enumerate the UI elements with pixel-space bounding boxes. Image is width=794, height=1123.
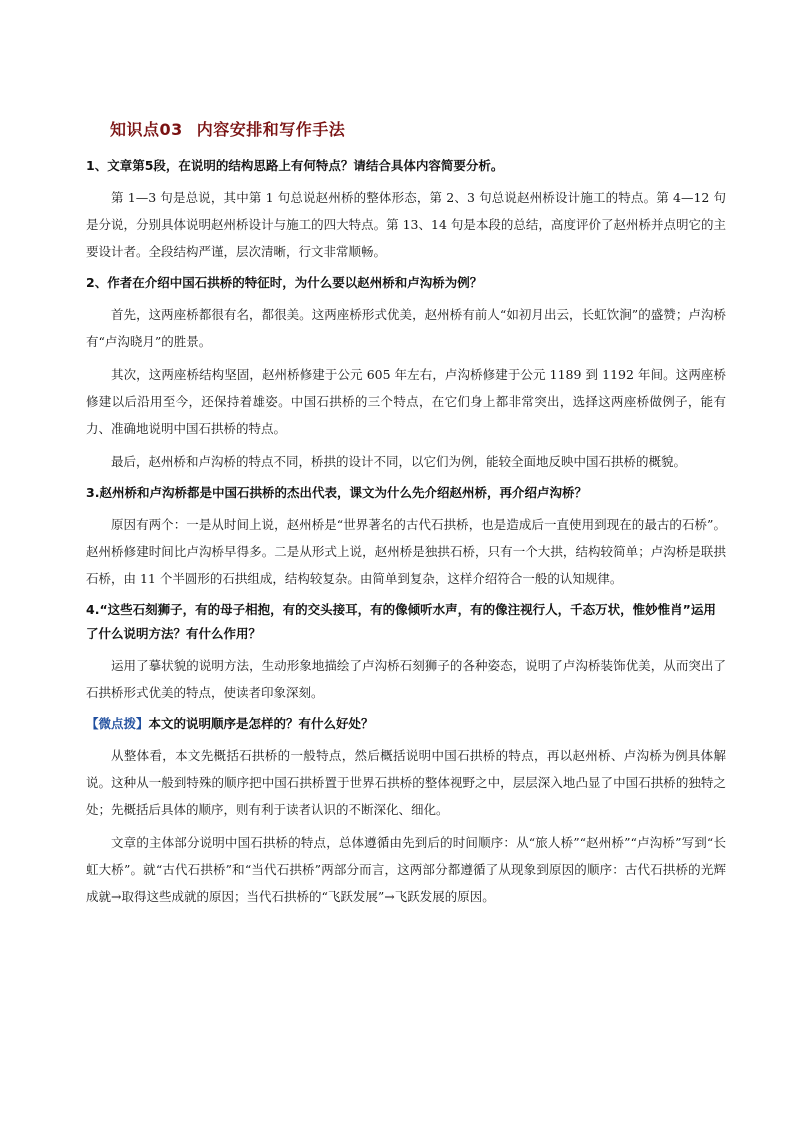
answer-2-paragraph-3: 最后，赵州桥和卢沟桥的特点不同，桥拱的设计不同，以它们为例，能较全面地反映中国石拱桥的概貌。: [111, 454, 687, 469]
question-1: 1、文章第5段，在说明的结构思路上有何特点？请结合具体内容简要分析。: [86, 158, 504, 173]
answer-1-paragraph-1: 第 1—3 句是总说，其中第 1 句总说赵州桥的整体形态，第 2、3 句总说赵州桥设计施工的特点。第 4—12 句是分说，分别具体说明赵州桥设计与施工的四大特点。第 13、14 句是本段的总结，高度评价了赵州桥并点明它的主要设计者。全段结构严谨，层次清晰，行文非常顺畅。: [86, 190, 726, 259]
answer-3-paragraph-1: 原因有两个：一是从时间上说，赵州桥是“世界著名的古代石拱桥，也是造成后一直使用到现在的最古的石桥”。赵州桥修建时间比卢沟桥早得多。二是从形式上说，赵州桥是独拱石桥，只有一个大拱，结构较简单；卢沟桥是联拱石桥，由 11 个半圆形的石拱组成，结构较复杂。由简单到复杂，这样介绍符合一般的认知规律。: [86, 517, 726, 586]
answer-2-paragraph-1: 首先，这两座桥都很有名，都很美。这两座桥形式优美，赵州桥有前人“如初月出云，长虹饮涧”的盛赞；卢沟桥有“卢沟晓月”的胜景。: [86, 307, 726, 349]
section-code: 知识点03: [110, 120, 183, 139]
tip-paragraph-2: 文章的主体部分说明中国石拱桥的特点，总体遵循由先到后的时间顺序：从“旅人桥”“赵州桥”“卢沟桥”写到“长虹大桥”。就“古代石拱桥”和“当代石拱桥”两部分而言，这两部分都遵循了从现象到原因的顺序：古代石拱桥的光辉成就→取得这些成就的原因；当代石拱桥的“飞跃发展”→飞跃发展的原因。: [86, 835, 726, 904]
question-2: 2、作者在介绍中国石拱桥的特征时，为什么要以赵州桥和卢沟桥为例？: [86, 275, 483, 290]
document-content: [86, 118, 726, 916]
question-4: 4.“这些石刻狮子，有的母子相抱，有的交头接耳，有的像倾听水声，有的像注视行人，千态万状，惟妙惟肖”运用了什么说明方法？有什么作用？: [86, 602, 716, 641]
answer-4-paragraph-1: 运用了摹状貌的说明方法，生动形象地描绘了卢沟桥石刻狮子的各种姿态，说明了卢沟桥装饰优美，从而突出了石拱桥形式优美的特点，使读者印象深刻。: [86, 658, 726, 700]
tip-tag: 【微点拨】: [86, 716, 149, 731]
section-heading: 内容安排和写作手法: [196, 120, 346, 139]
answer-2-paragraph-2: 其次，这两座桥结构坚固，赵州桥修建于公元 605 年左右，卢沟桥修建于公元 1189 到 1192 年间。这两座桥修建以后沿用至今，还保持着雄姿。中国石拱桥的三个特点，在它们身上都非常突出，选择这两座桥做例子，能有力、准确地说明中国石拱桥的特点。: [86, 367, 726, 436]
tip-paragraph-1: 从整体看，本文先概括石拱桥的一般特点，然后概括说明中国石拱桥的特点，再以赵州桥、卢沟桥为例具体解说。这种从一般到特殊的顺序把中国石拱桥置于世界石拱桥的整体视野之中，层层深入地凸显了中国石拱桥的独特之处；先概括后具体的顺序，则有利于读者认识的不断深化、细化。: [86, 748, 726, 817]
section-title: [110, 118, 726, 142]
tip-question-text: 本文的说明顺序是怎样的？有什么好处？: [148, 716, 374, 731]
question-3: 3.赵州桥和卢沟桥都是中国石拱桥的杰出代表，课文为什么先介绍赵州桥，再介绍卢沟桥？: [86, 485, 587, 500]
tip-question: [86, 712, 726, 736]
